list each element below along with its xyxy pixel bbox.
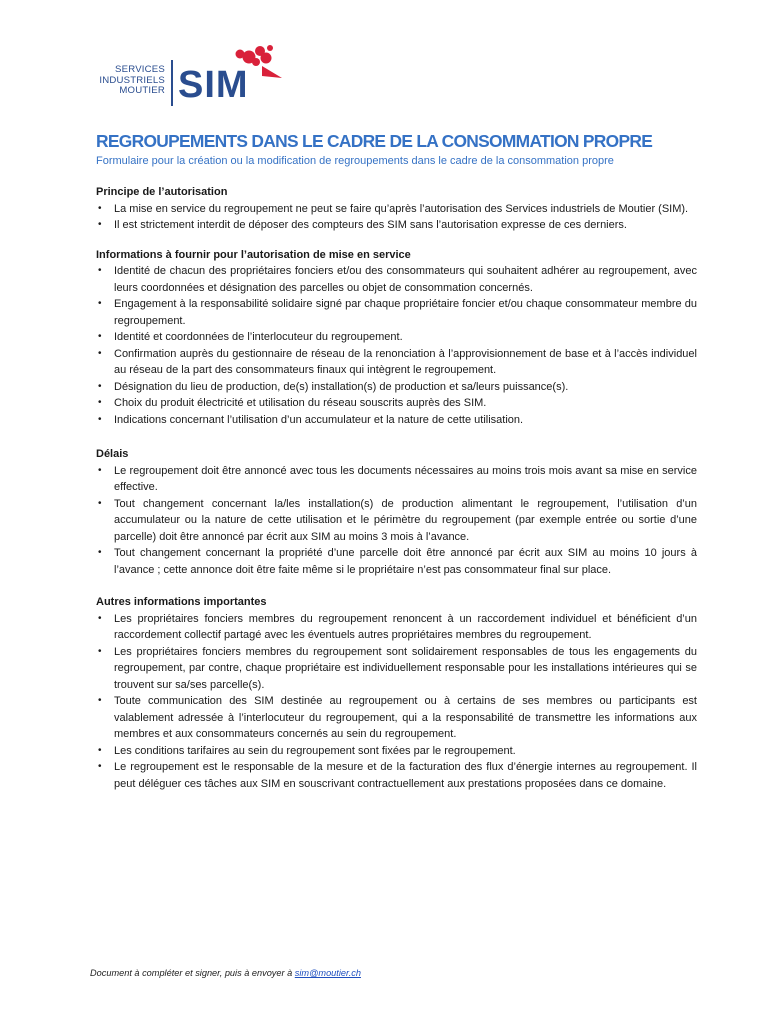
logo-dots-icon: [218, 44, 298, 94]
list-item: • Tout changement concernant la propriété d’une parcelle doit être annoncé par écrit aux SIM au moins 10 jours à l’avance ; cette annonce doit être faite même si le propriétaire n’est pas consommateur final sur place.: [96, 545, 697, 578]
document-body: [96, 184, 697, 792]
list-item: • Confirmation auprès du gestionnaire de réseau de la renonciation à l’approvisionnement de base et à l’accès individuel au réseau de la part des consommateurs finaux qui intègrent le regroupement.: [96, 346, 697, 379]
section-deadlines: [96, 446, 697, 578]
list-item: • Identité de chacun des propriétaires fonciers et/ou des consommateurs qui souhaitent adhérer au regroupement, avec leurs coordonnées et désignation des parcelles ou objet de consommation concernés.: [96, 263, 697, 296]
section-required-information: [96, 247, 697, 429]
bullet-list: [96, 263, 697, 428]
logo-divider: [171, 60, 173, 106]
section-heading: Autres informations importantes: [96, 596, 267, 608]
list-item: • Le regroupement doit être annoncé avec tous les documents nécessaires au moins trois mois avant sa mise en service effective.: [96, 463, 697, 496]
email-link[interactable]: sim@moutier.ch: [294, 968, 361, 978]
section-heading: Informations à fournir pour l’autorisation de mise en service: [96, 248, 411, 261]
bullet-list: [96, 611, 697, 793]
list-item: • Tout changement concernant la/les installation(s) de production alimentant le regroupement, l’utilisation d’un accumulateur ou la nature de cette utilisation et le périmètre du regroupement (par exemple entrée ou sortie d’une parcelle) doit être annoncé par écrit aux SIM au moins 3 mois à l’avance.: [96, 496, 697, 546]
list-item: • Les propriétaires fonciers membres du regroupement renoncent à un raccordement individuel et bénéficient d’un raccordement collectif partagé avec les éventuels autres propriétaires membres du regroupement.: [96, 611, 697, 644]
footer-note: [90, 968, 690, 978]
logo-brand: SIM: [178, 64, 249, 106]
page-subtitle: Formulaire pour la création ou la modification de regroupements dans le cadre de la consommation propre: [96, 155, 614, 167]
list-item: • Identité et coordonnées de l’interlocuteur du regroupement.: [96, 329, 697, 346]
list-item: • Le regroupement est le responsable de la mesure et de la facturation des flux d’énergie internes au regroupement. Il peut déléguer ces tâches aux SIM en souscrivant contractuellement aux prestations proposées dans ce domaine.: [96, 759, 697, 792]
page-title: REGROUPEMENTS DANS LE CADRE DE LA CONSOMMATION PROPRE: [96, 131, 653, 151]
list-item: • La mise en service du regroupement ne peut se faire qu’après l’autorisation des Services industriels de Moutier (SIM).: [96, 201, 697, 218]
section-other-information: [96, 594, 697, 792]
list-item: • Désignation du lieu de production, de(s) installation(s) de production et sa/leurs puissance(s).: [96, 379, 697, 396]
list-item: • Indications concernant l’utilisation d’un accumulateur et la nature de cette utilisation.: [96, 412, 697, 429]
section-heading: Délais: [96, 448, 129, 460]
logo-line: SERVICES: [115, 64, 165, 75]
company-logo: [90, 44, 300, 114]
logo-line: MOUTIER: [119, 85, 165, 96]
list-item: • Choix du produit électricité et utilisation du réseau souscrits auprès des SIM.: [96, 395, 697, 412]
bullet-list: [96, 201, 697, 234]
section-authorization-principle: [96, 184, 697, 234]
list-item: • Les conditions tarifaires au sein du regroupement sont fixées par le regroupement.: [96, 743, 697, 760]
footer-text: Document à compléter et signer, puis à envoyer à: [90, 968, 295, 978]
logo-line: INDUSTRIELS: [99, 74, 165, 86]
bullet-list: [96, 463, 697, 579]
section-heading: Principe de l’autorisation: [96, 186, 228, 198]
logo-wordmark: [90, 65, 165, 97]
list-item: • Engagement à la responsabilité solidaire signé par chaque propriétaire foncier et/ou chaque consommateur membre du regroupement.: [96, 296, 697, 329]
list-item: • Il est strictement interdit de déposer des compteurs des SIM sans l’autorisation expresse de ces derniers.: [96, 217, 697, 234]
list-item: • Toute communication des SIM destinée au regroupement ou à certains de ses membres ou participants est valablement adressée à l’interlocuteur du regroupement, qui a la responsabilité de transmettre les informations aux membres et aux consommateurs concernés au sein du regroupement.: [96, 693, 697, 743]
list-item: • Les propriétaires fonciers membres du regroupement sont solidairement responsables de tous les engagements du regroupement, par contre, chaque propriétaire est individuellement responsable pour les installations intérieures qui se trouvent sur sa/ses parcelle(s).: [96, 644, 697, 694]
